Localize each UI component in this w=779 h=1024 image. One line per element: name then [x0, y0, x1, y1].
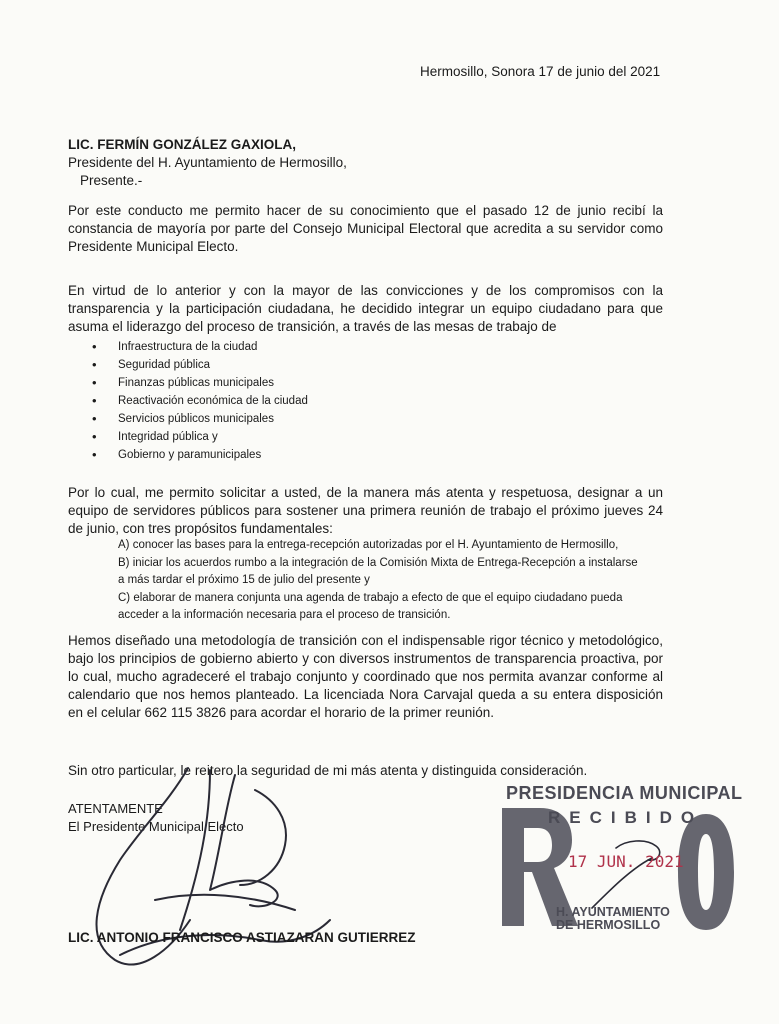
- paragraph-intro: Por este conducto me permito hacer de su conocimiento que el pasado 12 de junio recibí la constancia de mayoría por parte del Consejo Municipal Electoral que acredita a su servidor como Presidente Municipal Electo.: [68, 203, 663, 254]
- list-item: • Servicios públicos municipales: [92, 410, 308, 428]
- purpose-item: B) iniciar los acuerdos rumbo a la integración de la Comisión Mixta de Entrega-Recepción a instalarse: [118, 556, 638, 569]
- paragraph-methodology: Hemos diseñado una metodología de transición con el indispensable rigor técnico y metodológico, bajo los principios de gobierno abierto y con diversos instrumentos de transparencia proactiva, por lo cual, mucho agradeceré el trabajo conjunto y coordinado que nos permita avanzar conforme al calendario que nos hemos planteado. La licenciada Nora Carvajal queda a su entera disposición en el celular 662 115 3826 para acordar el horario de la primer reunión.: [68, 633, 663, 720]
- stamp-office: [556, 906, 670, 932]
- recipient-title: Presidente del H. Ayuntamiento de Hermosillo,: [68, 155, 347, 170]
- purpose-item: acceder a la información necesaria para el proceso de transición.: [118, 609, 451, 621]
- signer-name: LIC. ANTONIO FRANCISCO ASTIAZARAN GUTIERREZ: [68, 930, 416, 945]
- stamp-received: RECIBIDO: [548, 808, 704, 827]
- list-item: • Gobierno y paramunicipales: [92, 446, 308, 464]
- list-item: • Infraestructura de la ciudad: [92, 338, 308, 356]
- work-tables-list: [92, 338, 308, 464]
- list-item: • Reactivación económica de la ciudad: [92, 392, 308, 410]
- recipient-salutation: Presente.-: [80, 173, 143, 188]
- purpose-item: A) conocer las bases para la entrega-recepción autorizadas por el H. Ayuntamiento de Hermosillo,: [118, 539, 619, 551]
- purpose-item: a más tardar el próximo 15 de julio del presente y: [118, 574, 370, 586]
- stamp-date: 17 JUN. 2021: [568, 852, 684, 871]
- recipient-block: [68, 136, 347, 190]
- purpose-item: C) elaborar de manera conjunta una agenda de trabajo a efecto de que el equipo ciudadano pueda: [118, 591, 623, 604]
- paragraph-transition: En virtud de lo anterior y con la mayor de las convicciones y de los compromisos con la transparencia y la participación ciudadana, he decidido integrar un equipo ciudadano para que asuma el liderazgo del proceso de transición, a través de las mesas de trabajo de: [68, 283, 663, 334]
- stamp-title: PRESIDENCIA MUNICIPAL: [506, 783, 743, 803]
- stamp-office-line2: DE HERMOSILLO: [556, 918, 661, 932]
- list-item: • Integridad pública y: [92, 428, 308, 446]
- handwritten-signature: [60, 760, 350, 980]
- closing-line: Sin otro particular, le reitero la seguridad de mi más atenta y distinguida consideración.: [68, 763, 588, 778]
- signer-title: El Presidente Municipal Electo: [68, 819, 244, 834]
- list-item: • Finanzas públicas municipales: [92, 374, 308, 392]
- paragraph-request: Por lo cual, me permito solicitar a usted, de la manera más atenta y respetuosa, designar a un equipo de servidores públicos para sostener una primera reunión de trabajo el próximo jueves 24 de junio, con tres propósitos fundamentales:: [68, 485, 663, 536]
- letter-date: Hermosillo, Sonora 17 de junio del 2021: [420, 64, 661, 79]
- recipient-name: LIC. FERMÍN GONZÁLEZ GAXIOLA,: [68, 137, 296, 152]
- stamp-office-line1: H. AYUNTAMIENTO: [556, 905, 670, 919]
- sign-off: ATENTAMENTE: [68, 801, 163, 816]
- purposes-list: [118, 537, 663, 625]
- list-item: • Seguridad pública: [92, 356, 308, 374]
